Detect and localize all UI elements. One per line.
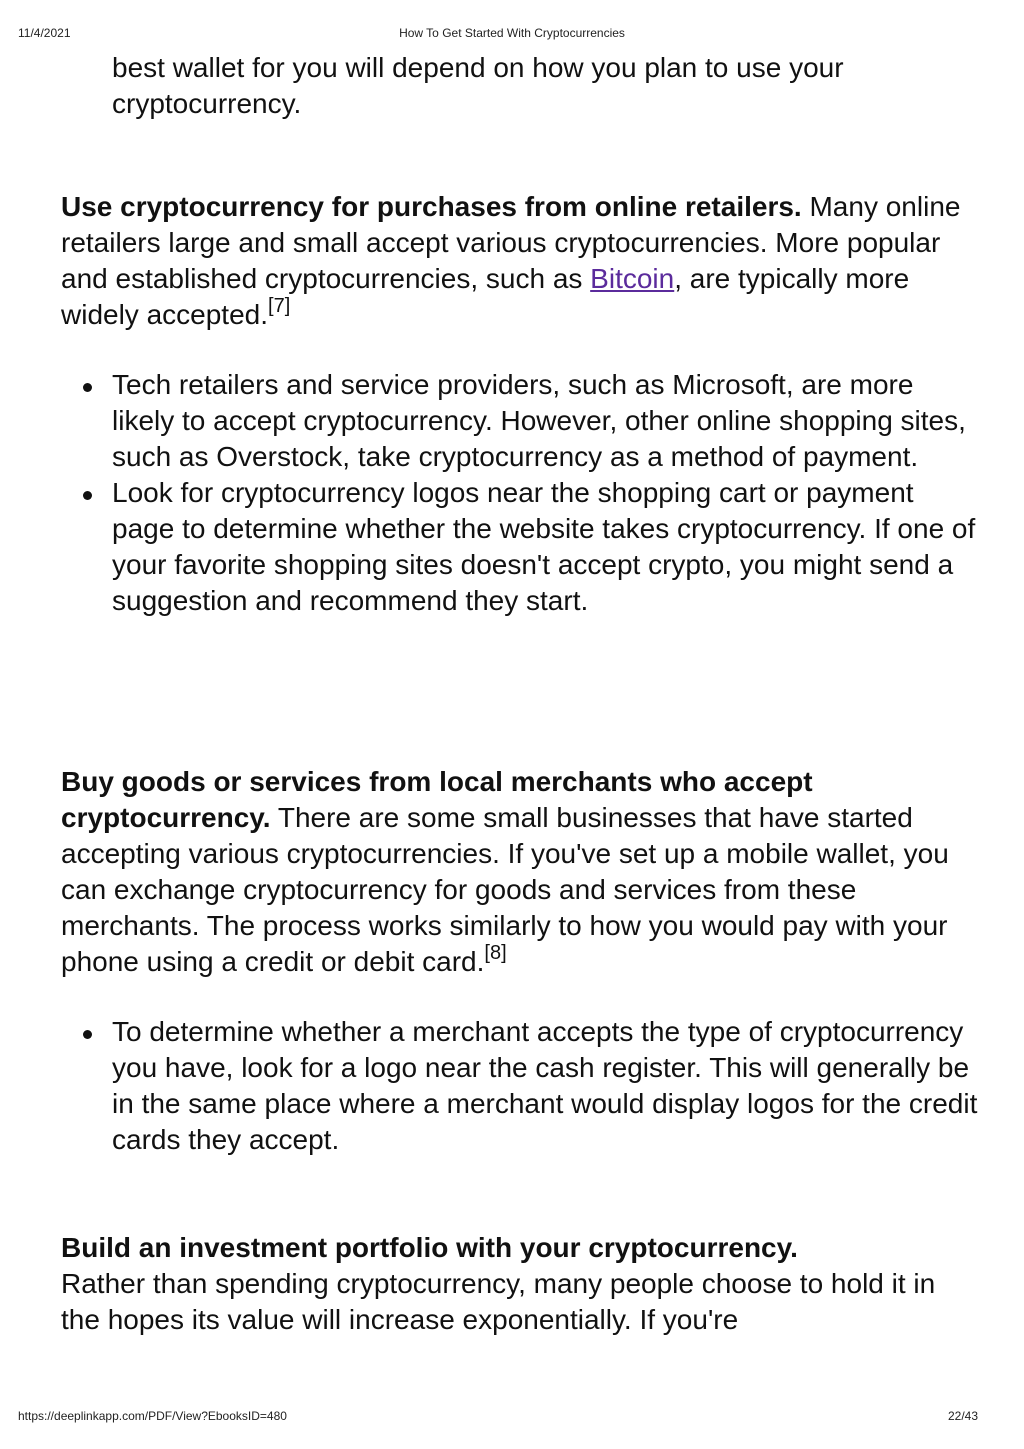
reference-8[interactable]: [8] bbox=[484, 941, 507, 964]
section-local-merchants bbox=[61, 764, 981, 1158]
list-item: Look for cryptocurrency logos near the shopping cart or payment page to determine whether the website takes cryptocurrency. If one of your favorite shopping sites doesn't accept crypto, you might send a suggestion and recommend they start. bbox=[112, 475, 981, 619]
section-body: Rather than spending cryptocurrency, many people choose to hold it in the hopes its value will increase exponentially. If you're bbox=[61, 1268, 936, 1335]
section-heading: Buy goods or services from local merchants who accept cryptocurrency. bbox=[61, 766, 813, 833]
section-body: Many online retailers large and small accept various cryptocurrencies. More popular and established cryptocurrencies, such as bbox=[61, 191, 961, 294]
intro-text: best wallet for you will depend on how you plan to use your cryptocurrency. bbox=[112, 52, 844, 119]
reference-7[interactable]: [7] bbox=[268, 294, 291, 317]
document-title: How To Get Started With Cryptocurrencies bbox=[399, 26, 625, 40]
bullet-list bbox=[61, 367, 981, 619]
intro-paragraph bbox=[61, 50, 981, 122]
bullet-list bbox=[61, 1014, 981, 1158]
section-online-retailers bbox=[61, 189, 981, 619]
list-item: To determine whether a merchant accepts the type of cryptocurrency you have, look for a logo near the cash register. This will generally be in the same place where a merchant would display logos for the credit cards they accept. bbox=[112, 1014, 981, 1158]
section-body-continued: , are typically more widely accepted. bbox=[61, 263, 910, 330]
section-heading: Build an investment portfolio with your cryptocurrency. bbox=[61, 1232, 798, 1263]
section-paragraph bbox=[61, 764, 981, 980]
page-number: 22/43 bbox=[947, 1409, 978, 1423]
source-url: https://deeplinkapp.com/PDF/View?EbooksID=480 bbox=[18, 1409, 287, 1423]
section-body: There are some small businesses that have started accepting various cryptocurrencies. If you've set up a mobile wallet, you can exchange cryptocurrency for goods and services from these merchants. The process works similarly to how you would pay with your phone using a credit or debit card. bbox=[61, 802, 949, 977]
bitcoin-link[interactable]: Bitcoin bbox=[590, 263, 675, 294]
section-investment-portfolio bbox=[61, 1230, 981, 1338]
section-paragraph bbox=[61, 1230, 981, 1338]
print-date: 11/4/2021 bbox=[18, 26, 71, 40]
section-paragraph bbox=[61, 189, 981, 333]
list-item: Tech retailers and service providers, such as Microsoft, are more likely to accept cryptocurrency. However, other online shopping sites, such as Overstock, take cryptocurrency as a method of payment. bbox=[112, 367, 981, 475]
section-heading: Use cryptocurrency for purchases from online retailers. bbox=[61, 191, 802, 222]
